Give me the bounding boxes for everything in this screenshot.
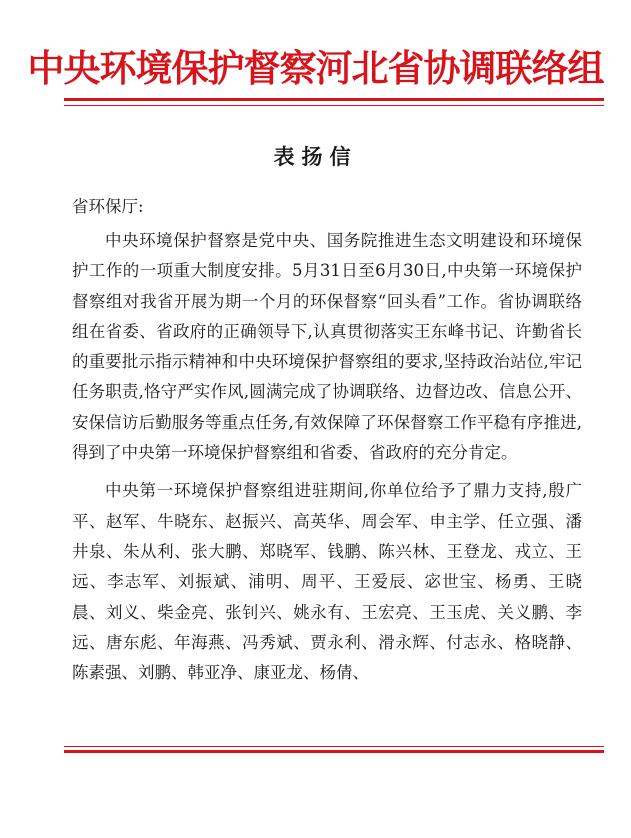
body-paragraph-2: 中央第一环境保护督察组进驻期间,你单位给予了鼎力支持,殷广平、赵军、牛晓东、赵振兴、高英华、周会军、申主学、任立强、潘井泉、朱从利、张大鹏、郑晓军、钱鹏、陈兴林、王登龙、戎立、王远、李志军、刘振斌、浦明、周平、王爱辰、宓世宝、杨勇、王晓晨、刘义、柴金亮、张钊兴、姚永有、王宏亮、王玉虎、关义鹏、李远、唐东彪、年海燕、冯秀斌、贾永利、滑永辉、付志永、格晓静、陈素强、刘鹏、韩亚净、康亚龙、杨倩、 bbox=[72, 481, 582, 683]
letter-title: 表扬信 bbox=[273, 144, 358, 169]
header-divider-thick bbox=[64, 98, 604, 101]
header-divider-thin bbox=[64, 105, 604, 106]
issuing-organization: 中央环境保护督察河北省协调联络组 bbox=[27, 46, 604, 90]
footer-divider-thick bbox=[64, 750, 604, 753]
body-paragraph-1: 中央环境保护督察是党中央、国务院推进生态文明建设和环境保护工作的一项重大制度安排。5月31日至6月30日,中央第一环境保护督察组对我省开展为期一个月的环保督察“回头看”工作。省协调联络组在省委、省政府的正确领导下,认真贯彻落实王东峰书记、许勤省长的重要批示指示精神和中央环境保护督察组的要求,坚持政治站位,牢记任务职责,恪守严实作风,圆满完成了协调联络、边督边改、信息公开、安保信访后勤服务等重点任务,有效保障了环保督察工作平稳有序推进,得到了中央第一环境保护督察组和省委、省政府的充分肯定。 bbox=[72, 231, 582, 463]
footer-divider-thin bbox=[64, 746, 604, 747]
letter-body bbox=[72, 226, 582, 688]
salutation: 省环保厅: bbox=[72, 197, 144, 216]
